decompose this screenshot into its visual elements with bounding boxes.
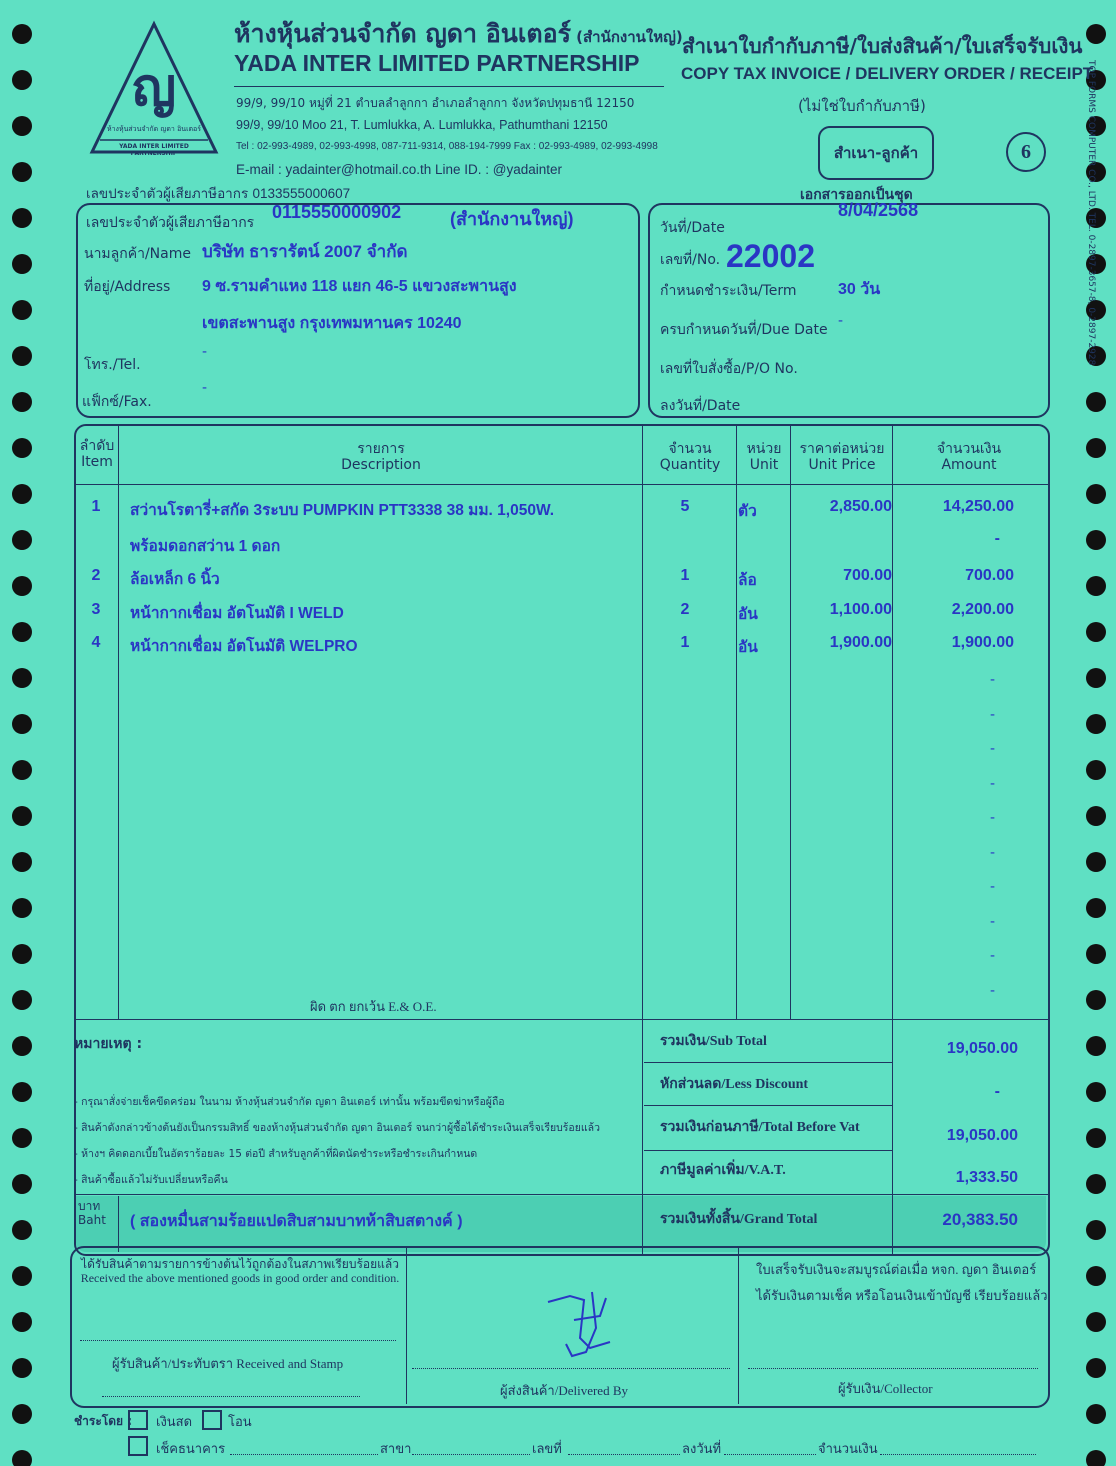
customer-tax-id-label: เลขประจำตัวผู้เสียภาษีอากร xyxy=(86,215,255,231)
row-amount: - xyxy=(994,530,1000,547)
row-item: 3 xyxy=(91,601,101,618)
row-description: ล้อเหล็ก 6 นิ้ว xyxy=(130,571,220,588)
feed-hole xyxy=(12,24,32,44)
transfer-label: โอน xyxy=(228,1415,252,1430)
row-amount: 700.00 xyxy=(965,567,1014,584)
signature-mark xyxy=(540,1280,640,1370)
feed-hole xyxy=(1086,1220,1106,1240)
row-description: สว่านโรตารี่+สกัด 3ระบบ PUMPKIN PTT3338 38 มม. 1,050W. xyxy=(130,502,555,519)
notes-list xyxy=(74,1089,600,1193)
feed-hole xyxy=(1086,1036,1106,1056)
empty-row-dash: - xyxy=(990,913,996,930)
feed-hole xyxy=(12,1220,32,1240)
company-address-en: 99/9, 99/10 Moo 21, T. Lumlukka, A. Lumlukka, Pathumthani 12150 xyxy=(236,118,608,132)
row-unit-price: 700.00 xyxy=(843,567,892,584)
received-statement: ได้รับสินค้าตามรายการข้างต้นไว้ถูกต้องในสภาพเรียบร้อยแล้ว Received the above mentioned goods in good order and condition. xyxy=(80,1257,400,1285)
notes-label: หมายเหตุ : xyxy=(74,1036,143,1052)
feed-hole xyxy=(1086,1450,1106,1466)
before-vat-label: รวมเงินก่อนภาษี/Total Before Vat xyxy=(660,1120,860,1135)
feed-hole xyxy=(1086,1266,1106,1286)
row-item: 4 xyxy=(91,634,101,651)
row-unit: อัน xyxy=(738,606,758,623)
header-unit-price: ราคาต่อหน่วย Unit Price xyxy=(799,441,885,473)
receipt-note: ใบเสร็จรับเงินจะสมบูรณ์ต่อเมื่อ หจก. ญดา อินเตอร์ ได้รับเงินตามเช็ค หรือโอนเงินเข้าบัญชี เรียบร้อยแล้ว xyxy=(756,1262,1048,1303)
row-item: 1 xyxy=(91,498,101,515)
feed-hole xyxy=(1086,668,1106,688)
header-description: รายการ Description xyxy=(341,441,421,473)
feed-hole xyxy=(12,162,32,182)
customer-fax-label: แฟ็กซ์/Fax. xyxy=(82,394,152,410)
feed-hole xyxy=(12,852,32,872)
empty-row-dash: - xyxy=(990,982,996,999)
document-subtitle: (ไม่ใช่ใบกำกับภาษี) xyxy=(798,97,926,115)
invoice-number: 22002 xyxy=(726,238,815,274)
feed-hole xyxy=(12,530,32,550)
header-unit: หน่วย Unit xyxy=(746,441,782,473)
feed-hole xyxy=(1086,24,1106,44)
discount-label: หักส่วนลด/Less Discount xyxy=(660,1077,809,1092)
feed-hole xyxy=(1086,438,1106,458)
feed-hole xyxy=(1086,622,1106,642)
baht-label: บาท Baht xyxy=(78,1199,106,1227)
grand-total-value: 20,383.50 xyxy=(942,1210,1018,1229)
before-vat-value: 19,050.00 xyxy=(946,1127,1018,1144)
po-date-label: ลงวันที่/Date xyxy=(660,398,741,414)
feed-hole xyxy=(1086,852,1106,872)
feed-hole xyxy=(12,990,32,1010)
received-sign-label: ผู้รับสินค้า/ประทับตรา Received and Stamp xyxy=(112,1356,344,1371)
payment-label: ชำระโดย : xyxy=(74,1414,133,1428)
company-tax-id: เลขประจำตัวผู้เสียภาษีอากร 0133555000607 xyxy=(86,186,351,202)
row-quantity: 2 xyxy=(680,601,690,618)
company-logo xyxy=(88,20,220,160)
feed-hole xyxy=(12,1128,32,1148)
feed-hole xyxy=(1086,484,1106,504)
company-name-en: YADA INTER LIMITED PARTNERSHIP xyxy=(234,50,640,76)
customer-fax: - xyxy=(202,380,208,396)
empty-row-dash: - xyxy=(990,706,996,723)
empty-row-dash: - xyxy=(990,844,996,861)
row-item: 2 xyxy=(91,567,101,584)
feed-hole xyxy=(1086,898,1106,918)
term-label: กำหนดชำระเงิน/Term xyxy=(660,283,797,299)
company-email: E-mail : yadainter@hotmail.co.th Line ID. : @yadainter xyxy=(236,162,563,177)
feed-hole xyxy=(12,714,32,734)
note-line: - กรุณาสั่งจ่ายเช็คขีดคร่อม ในนาม ห้างหุ้นส่วนจำกัด ญดา อินเตอร์ เท่านั้น พร้อมขีดฆ่าหรือผู้ถือ xyxy=(74,1096,505,1108)
feed-hole xyxy=(12,1450,32,1466)
feed-hole xyxy=(1086,1082,1106,1102)
document-title-en: COPY TAX INVOICE / DELIVERY ORDER / RECEIPT xyxy=(681,64,1094,83)
header-quantity: จำนวน Quantity xyxy=(659,441,721,473)
feed-hole xyxy=(1086,1174,1106,1194)
row-unit-price: 2,850.00 xyxy=(829,498,892,515)
feed-hole xyxy=(12,208,32,228)
logo-caption-en: YADA INTER LIMITED PARTNERSHIP xyxy=(119,143,189,157)
feed-hole xyxy=(1086,576,1106,596)
empty-row-dash: - xyxy=(990,741,996,757)
row-amount: 14,250.00 xyxy=(942,498,1014,515)
feed-hole xyxy=(1086,990,1106,1010)
feed-hole xyxy=(12,438,32,458)
company-name-th: ห้างหุ้นส่วนจำกัด ญดา อินเตอร์ (สำนักงานใหญ่) xyxy=(234,19,683,48)
amount-in-words: ( สองหมื่นสามร้อยแปดสิบสามบาทห้าสิบสตางค์ ) xyxy=(130,1213,463,1230)
no-label: เลขที่/No. xyxy=(660,252,721,268)
row-description: พร้อมดอกสว่าน 1 ดอก xyxy=(130,538,281,555)
feed-hole xyxy=(1086,1358,1106,1378)
feed-hole xyxy=(12,898,32,918)
cash-label: เงินสด xyxy=(156,1415,193,1430)
customer-name-label: นามลูกค้า/Name xyxy=(84,246,191,262)
cash-checkbox[interactable] xyxy=(128,1410,148,1430)
company-address-th: 99/9, 99/10 หมู่ที่ 21 ตำบลลำลูกกา อำเภอลำลูกกา จังหวัดปทุมธานี 12150 xyxy=(236,96,635,110)
empty-row-dash: - xyxy=(990,672,996,688)
customer-name: บริษัท ธารารัตน์ 2007 จำกัด xyxy=(202,242,408,261)
row-unit: ตัว xyxy=(738,503,757,520)
cheque-checkbox[interactable] xyxy=(128,1436,148,1456)
feed-hole xyxy=(12,484,32,504)
note-line: - สินค้าซื้อแล้วไม่รับเปลี่ยนหรือคืน xyxy=(74,1174,228,1186)
term-value: 30 วัน xyxy=(838,281,881,298)
delivered-by-label: ผู้ส่งสินค้า/Delivered By xyxy=(500,1383,629,1398)
subtotal-label: รวมเงิน/Sub Total xyxy=(660,1034,767,1049)
copy-number: 6 xyxy=(1006,132,1046,172)
feed-hole xyxy=(1086,714,1106,734)
feed-hole xyxy=(12,116,32,136)
side-print: TOP FORMS COMPUTER CO., LTD. TEL. 0-2897-3657-8, 0-2897-2928 xyxy=(1086,60,1096,366)
customer-tel: - xyxy=(202,344,208,360)
feed-hole xyxy=(12,346,32,366)
feed-hole xyxy=(1086,1312,1106,1332)
feed-hole xyxy=(12,392,32,412)
subtotal-value: 19,050.00 xyxy=(946,1040,1018,1057)
po-label: เลขที่ใบสั่งซื้อ/P/O No. xyxy=(660,361,798,377)
feed-hole xyxy=(12,576,32,596)
cheque-date-label: ลงวันที่ xyxy=(682,1442,722,1457)
feed-hole xyxy=(12,1082,32,1102)
feed-hole xyxy=(12,1266,32,1286)
feed-hole xyxy=(12,254,32,274)
copy-badge: สำเนา-ลูกค้า xyxy=(818,126,934,180)
cheque-amount-label: จำนวนเงิน xyxy=(818,1442,878,1457)
row-quantity: 5 xyxy=(680,498,690,515)
feed-hole xyxy=(1086,944,1106,964)
customer-tel-label: โทร./Tel. xyxy=(84,357,141,373)
feed-hole xyxy=(12,944,32,964)
row-description: หน้ากากเชื่อม อัตโนมัติ I WELD xyxy=(130,605,344,622)
row-unit-price: 1,100.00 xyxy=(829,601,892,618)
empty-row-dash: - xyxy=(990,810,996,826)
date-label: วันที่/Date xyxy=(660,220,725,236)
logo-caption-th: ห้างหุ้นส่วนจำกัด ญดา อินเตอร์ xyxy=(107,125,201,133)
empty-row-dash: - xyxy=(990,948,996,964)
feed-hole xyxy=(1086,530,1106,550)
grand-total-label: รวมเงินทั้งสิ้น/Grand Total xyxy=(660,1212,818,1227)
customer-address-label: ที่อยู่/Address xyxy=(84,279,171,295)
feed-hole xyxy=(1086,806,1106,826)
cheque-no-label: เลขที่ xyxy=(532,1442,562,1457)
customer-address-line2: เขตสะพานสูง กรุงเทพมหานคร 10240 xyxy=(202,315,462,332)
date-value: 8/04/2568 xyxy=(838,200,919,220)
feed-hole xyxy=(12,1036,32,1056)
feed-hole xyxy=(1086,1128,1106,1148)
vat-value: 1,333.50 xyxy=(955,1169,1018,1186)
feed-hole xyxy=(1086,1404,1106,1424)
note-line: - สินค้าดังกล่าวข้างต้นยังเป็นกรรมสิทธิ์ ของห้างหุ้นส่วนจำกัด ญดา อินเตอร์ จนกว่าผู้ซื้อได้ชำระเงินเสร็จเรียบร้อยแล้ว xyxy=(74,1122,600,1134)
row-quantity: 1 xyxy=(680,634,690,651)
feed-hole xyxy=(12,1404,32,1424)
set-note: เอกสารออกเป็นชุด xyxy=(800,187,913,203)
row-unit: ล้อ xyxy=(738,572,757,589)
company-tel: Tel : 02-993-4989, 02-993-4998, 087-711-9314, 088-194-7999 Fax : 02-993-4989, 02-993-4998 xyxy=(236,141,658,152)
feed-hole xyxy=(12,70,32,90)
row-amount: 1,900.00 xyxy=(951,634,1014,651)
feed-hole xyxy=(12,1358,32,1378)
customer-branch: (สำนักงานใหญ่) xyxy=(450,209,574,229)
row-unit: อัน xyxy=(738,639,758,656)
feed-hole xyxy=(12,1312,32,1332)
customer-tax-id: 0115550000902 xyxy=(272,202,402,222)
document-title-th: สำเนาใบกำกับภาษี/ใบส่งสินค้า/ใบเสร็จรับเงิน xyxy=(682,34,1083,58)
cheque-branch-label: สาขา xyxy=(380,1442,412,1457)
cheque-label: เช็คธนาคาร xyxy=(156,1442,226,1457)
row-unit-price: 1,900.00 xyxy=(829,634,892,651)
feed-hole xyxy=(1086,760,1106,780)
discount-value: - xyxy=(994,1083,1000,1100)
row-quantity: 1 xyxy=(680,567,690,584)
vat-label: ภาษีมูลค่าเพิ่ม/V.A.T. xyxy=(660,1163,786,1178)
empty-row-dash: - xyxy=(990,879,996,895)
feed-hole xyxy=(12,668,32,688)
feed-hole xyxy=(12,806,32,826)
row-amount: 2,200.00 xyxy=(951,601,1014,618)
note-line: - ห้างฯ คิดดอกเบี้ยในอัตราร้อยละ 15 ต่อปี สำหรับลูกค้าที่ผิดนัดชำระหรือชำระเกินกำหนด xyxy=(74,1148,478,1160)
feed-hole xyxy=(12,760,32,780)
due-label: ครบกำหนดวันที่/Due Date xyxy=(660,322,828,338)
due-value: - xyxy=(838,313,844,329)
customer-address-line1: 9 ซ.รามคำแหง 118 แยก 46-5 แขวงสะพานสูง xyxy=(202,278,517,295)
empty-row-dash: - xyxy=(990,775,996,792)
collector-label: ผู้รับเงิน/Collector xyxy=(838,1381,933,1396)
feed-hole xyxy=(12,1174,32,1194)
feed-hole xyxy=(12,300,32,320)
logo-letter: ญ xyxy=(131,58,177,118)
header-item: ลำดับ Item xyxy=(79,438,115,470)
eoe-note: ผิด ตก ยกเว้น E.& O.E. xyxy=(310,999,437,1014)
feed-hole xyxy=(12,622,32,642)
row-description: หน้ากากเชื่อม อัตโนมัติ WELPRO xyxy=(130,638,358,655)
header-amount: จำนวนเงิน Amount xyxy=(936,441,1002,473)
transfer-checkbox[interactable] xyxy=(202,1410,222,1430)
